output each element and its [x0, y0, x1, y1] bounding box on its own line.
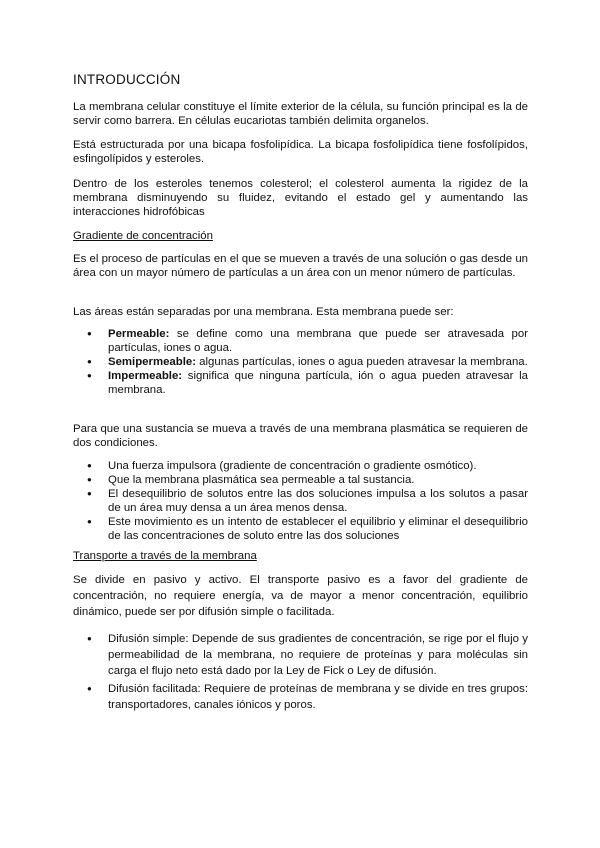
page-title: INTRODUCCIÓN	[73, 72, 181, 87]
list-item: ● Difusión facilitada: Requiere de proteínas de membrana y se divide en tres grupos: transportadores, canales iónicos y poros.	[83, 681, 528, 713]
gradient-heading: Gradiente de concentración	[73, 230, 213, 242]
conditions-list	[83, 459, 528, 543]
list-item: ● El desequilibrio de solutos entre las dos soluciones impulsa a los solutos a pasar de un área muy densa a un área menos densa.	[83, 487, 528, 515]
intro-paragraph-1: La membrana celular constituye el límite exterior de la célula, su función principal es la de servir como barrera. En células eucariotas también delimita organelos.	[73, 101, 528, 127]
gradient-paragraph-1: Es el proceso de partículas en el que se mueven a través de una solución o gas desde un área con un mayor número de partículas a un área con un menor número de partículas.	[73, 253, 528, 279]
membrane-types-list	[83, 327, 528, 397]
transport-heading: Transporte a través de la membrana	[73, 550, 257, 562]
list-item: ● Una fuerza impulsora (gradiente de concentración o gradiente osmótico).	[83, 459, 528, 473]
gradient-paragraph-3: Para que una sustancia se mueva a través de una membrana plasmática se requieren de dos condiciones.	[73, 423, 528, 449]
list-item: ● Que la membrana plasmática sea permeable a tal sustancia.	[83, 473, 528, 487]
intro-paragraph-2: Está estructurada por una bicapa fosfolipídica. La bicapa fosfolipídica tiene fosfolípidos, esfingolípidos y esteroles.	[73, 139, 528, 165]
gradient-paragraph-2: Las áreas están separadas por una membrana. Esta membrana puede ser:	[73, 306, 454, 318]
list-item: ● Semipermeable: algunas partículas, iones o agua pueden atravesar la membrana.	[83, 355, 528, 369]
transport-list	[83, 631, 528, 715]
intro-paragraph-3: Dentro de los esteroles tenemos colesterol; el colesterol aumenta la rigidez de la membrana disminuyendo su fluidez, evitando el estado gel y aumentando las interacciones hidrofóbicas	[73, 178, 528, 218]
list-item: ● Difusión simple: Depende de sus gradientes de concentración, se rige por el flujo y permeabilidad de la membrana, no requiere de proteínas y para moléculas sin carga el flujo neto está dado por la Ley de Fick o Ley de difusión.	[83, 631, 528, 679]
transport-paragraph-1: Se divide en pasivo y activo. El transporte pasivo es a favor del gradiente de concentración, no requiere energía, va de mayor a menor concentración, equilibrio dinámico, puede ser por difusión simple o facilitada.	[73, 574, 528, 618]
list-item: ● Este movimiento es un intento de establecer el equilibrio y eliminar el desequilibrio de las concentraciones de soluto entre las dos soluciones	[83, 515, 528, 543]
list-item: ● Permeable: se define como una membrana que puede ser atravesada por partículas, iones o agua.	[83, 327, 528, 355]
list-item: ● Impermeable: significa que ninguna partícula, ión o agua pueden atravesar la membrana.	[83, 369, 528, 397]
